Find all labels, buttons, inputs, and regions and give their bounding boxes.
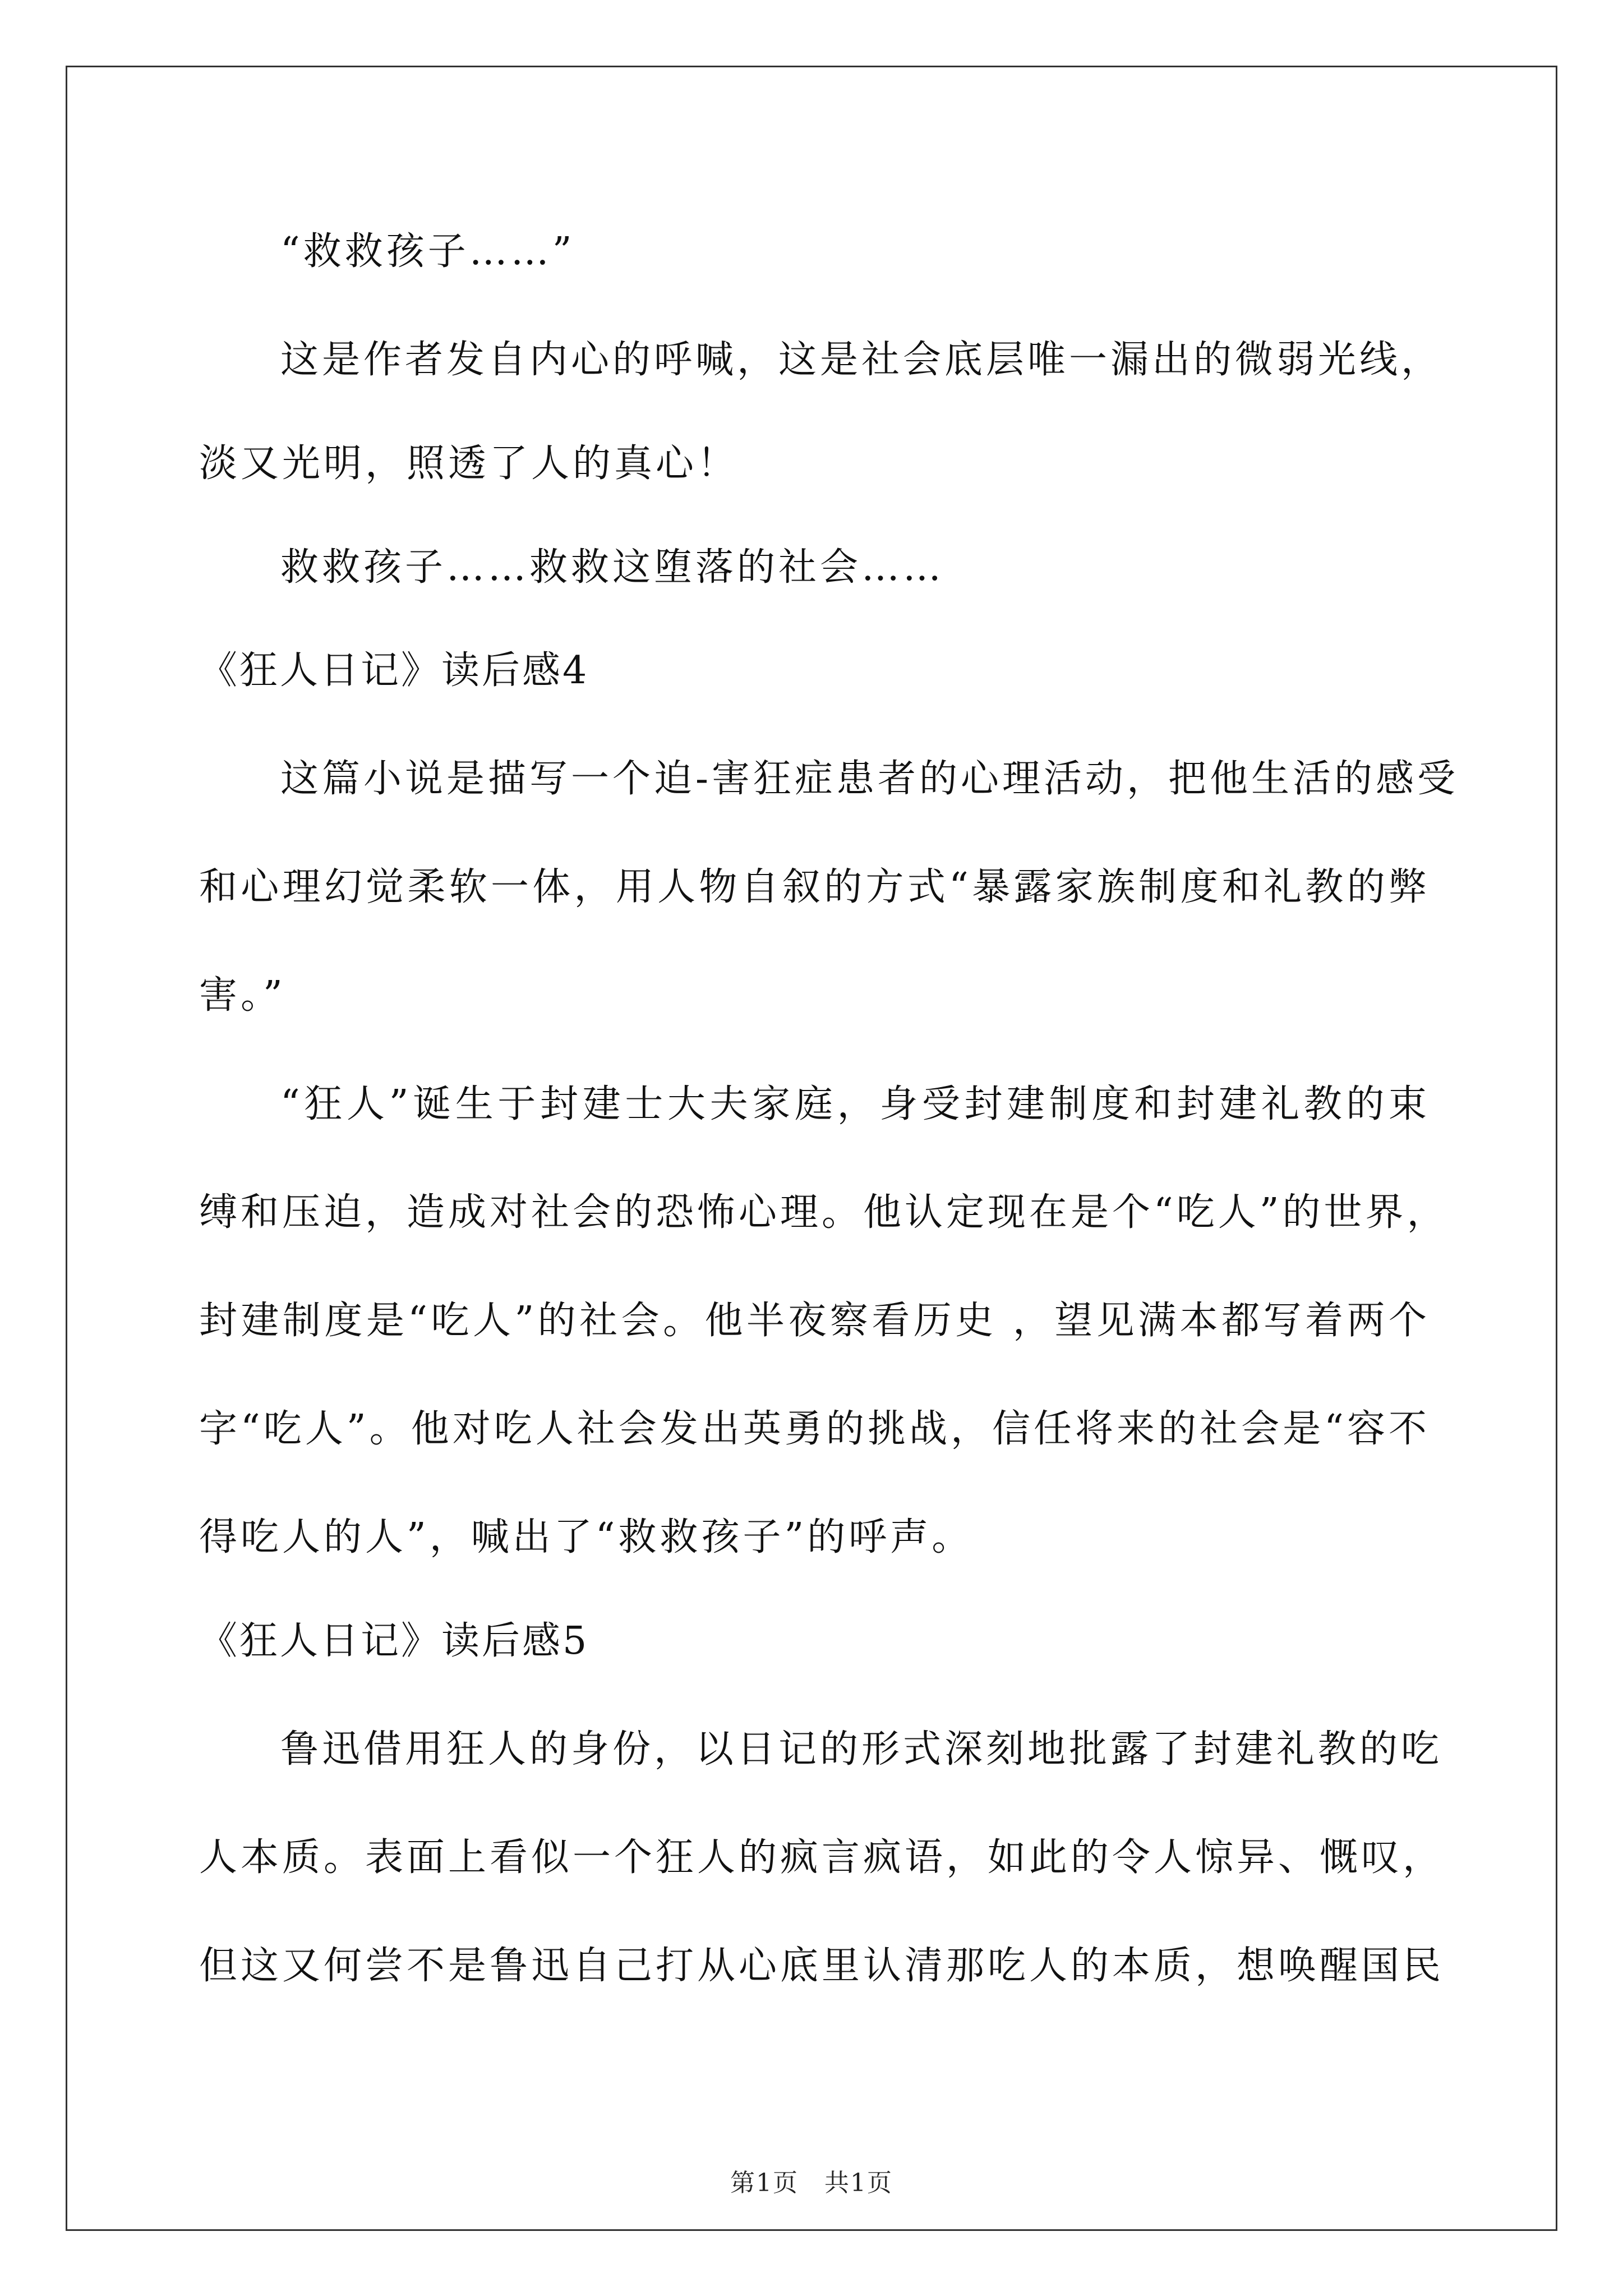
paragraph-line: 救救孩子……救救这堕落的社会…… <box>280 545 945 590</box>
paragraph-line: 缚和压迫，造成对社会的恐怖心理。他认定现在是个“吃人”的世界， <box>199 1190 1449 1235</box>
section-heading: 《狂人日记》读后感4 <box>199 648 589 693</box>
page-footer: 第1页 共1页 <box>730 2169 893 2197</box>
paragraph-line: 这是作者发自内心的呼喊，这是社会底层唯一漏出的微弱光线， <box>280 338 1443 382</box>
paragraph-line: 得吃人的人”，喊出了“救救孩子”的呼声。 <box>199 1515 974 1559</box>
paragraph-line: 害。” <box>199 973 286 1018</box>
paragraph-line: 和心理幻觉柔软一体，用人物自叙的方式“暴露家族制度和礼教的弊 <box>199 865 1430 909</box>
quote-line: “救救孩子……” <box>280 229 575 274</box>
paragraph-line: 人本质。表面上看似一个狂人的疯言疯语，如此的令人惊异、慨叹， <box>199 1835 1445 1880</box>
page-border <box>66 66 1557 2231</box>
paragraph-line: 淡又光明，照透了人的真心！ <box>199 441 739 486</box>
paragraph-line: 鲁迅借用狂人的身份，以日记的形式深刻地批露了封建礼教的吃 <box>280 1727 1443 1772</box>
section-heading: 《狂人日记》读后感5 <box>199 1619 589 1663</box>
paragraph-line: 字“吃人”。他对吃人社会发出英勇的挑战，信任将来的社会是“容不 <box>199 1407 1430 1451</box>
paragraph-line: 但这又何尝不是鲁迅自己打从心底里认清那吃人的本质，想唤醒国民 <box>199 1944 1445 1988</box>
paragraph-line: 封建制度是“吃人”的社会。他半夜察看历史 ，望见满本都写着两个 <box>199 1299 1430 1343</box>
paragraph-line: “狂人”诞生于封建士大夫家庭，身受封建制度和封建礼教的束 <box>280 1082 1430 1126</box>
paragraph-line: 这篇小说是描写一个迫-害狂症患者的心理活动，把他生活的感受 <box>280 757 1459 801</box>
